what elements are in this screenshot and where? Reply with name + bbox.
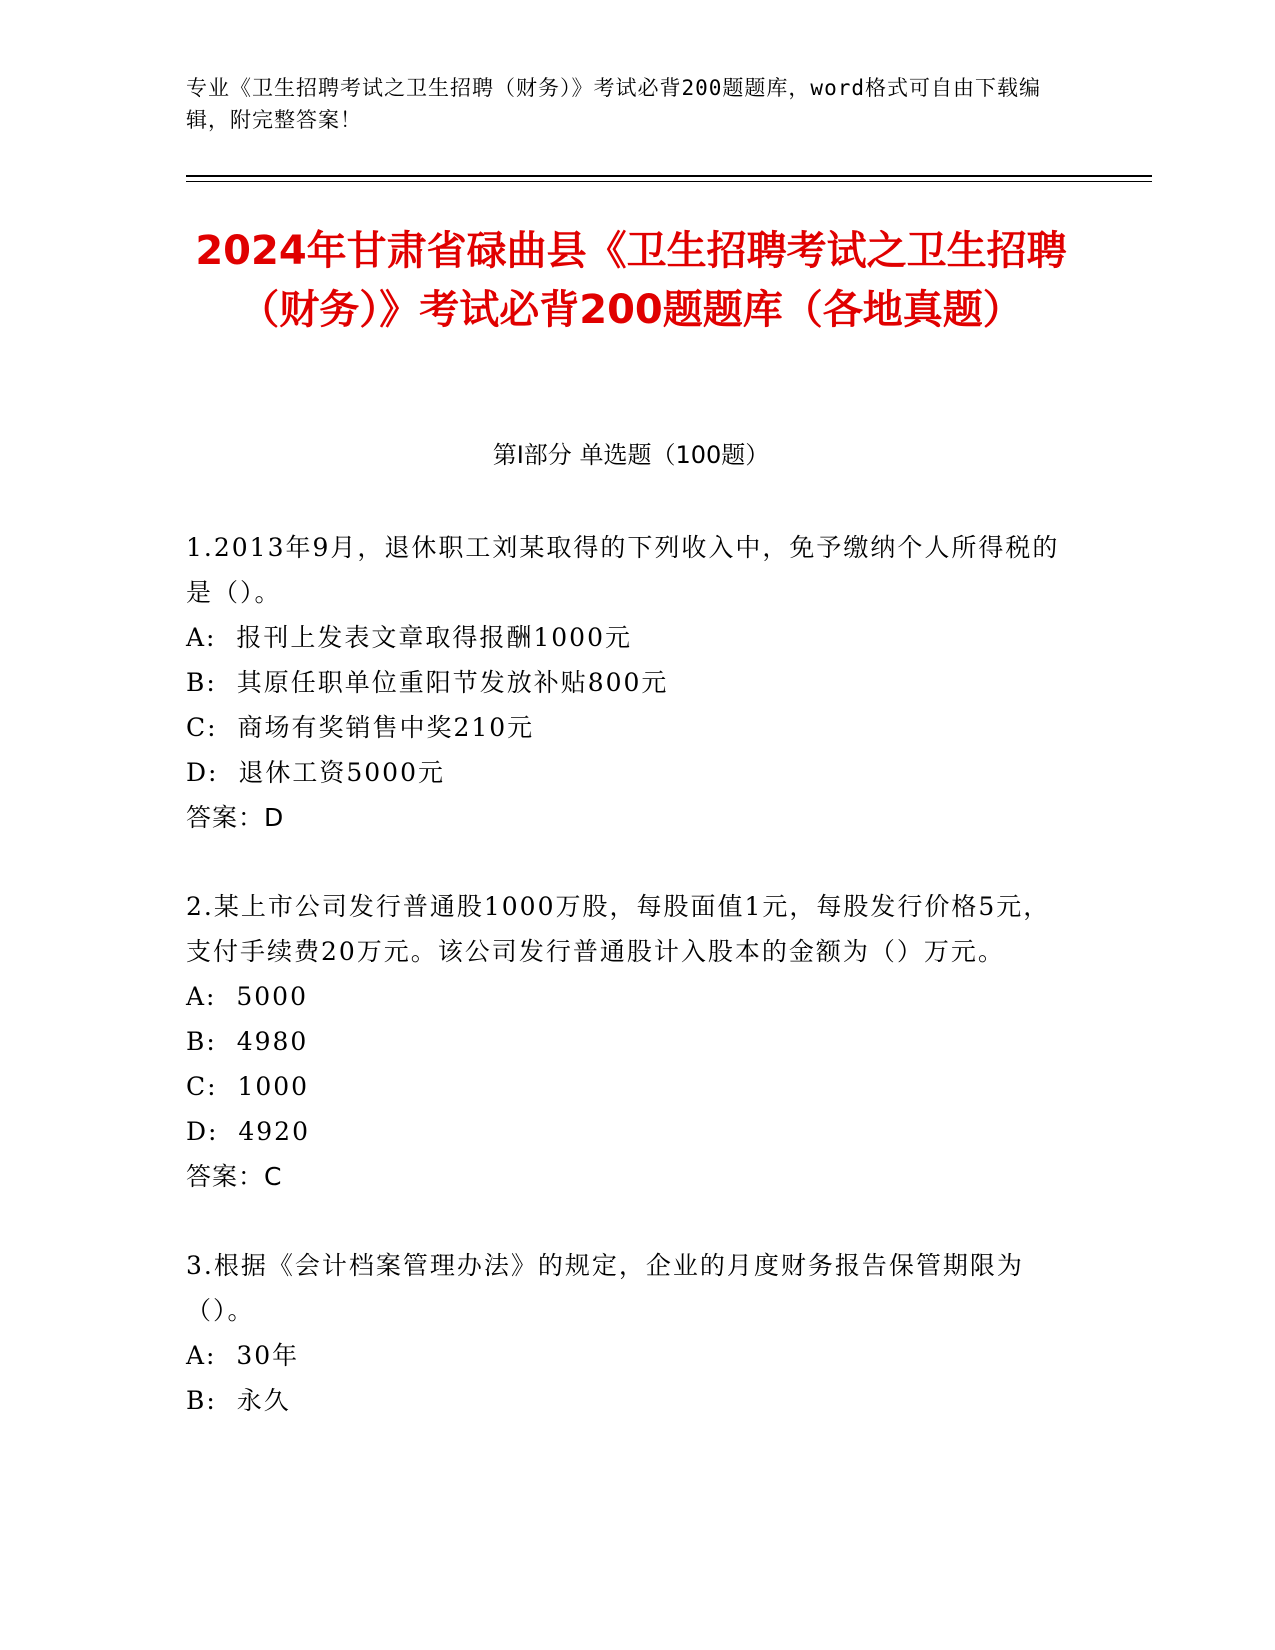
option-b: B: 其原任职单位重阳节发放补贴800元 xyxy=(186,668,669,697)
option-a: A: 报刊上发表文章取得报酬1000元 xyxy=(186,623,632,652)
question-list xyxy=(186,525,1066,1467)
option-c: C: 商场有奖销售中奖210元 xyxy=(186,713,535,742)
question-2 xyxy=(186,884,1066,1199)
header-divider-thick xyxy=(186,175,1152,177)
question-1 xyxy=(186,525,1066,840)
document-title: 2024年甘肃省碌曲县《卫生招聘考试之卫生招聘（财务）》考试必背200题题库（各地真题） xyxy=(195,228,1067,333)
section-title: 第Ⅰ部分 单选题（100题） xyxy=(492,441,770,469)
header-divider-thin xyxy=(186,181,1152,182)
option-a: A: 5000 xyxy=(186,982,308,1011)
option-a: A: 30年 xyxy=(186,1341,300,1370)
option-d: D: 退休工资5000元 xyxy=(186,758,445,787)
option-b: B: 永久 xyxy=(186,1386,291,1415)
header-note: 专业《卫生招聘考试之卫生招聘（财务）》考试必背200题题库，word格式可自由下载编辑，附完整答案！ xyxy=(186,76,1041,132)
option-d: D: 4920 xyxy=(186,1117,310,1146)
option-b: B: 4980 xyxy=(186,1027,309,1056)
question-stem: 3.根据《会计档案管理办法》的规定，企业的月度财务报告保管期限为（）。 xyxy=(186,1251,1024,1325)
question-3 xyxy=(186,1243,1066,1423)
answer: 答案：D xyxy=(186,803,285,832)
question-stem: 1.2013年9月，退休职工刘某取得的下列收入中，免予缴纳个人所得税的是（）。 xyxy=(186,533,1060,607)
answer: 答案：C xyxy=(186,1162,283,1191)
question-stem: 2.某上市公司发行普通股1000万股，每股面值1元，每股发行价格5元，支付手续费20万元。该公司发行普通股计入股本的金额为（）万元。 xyxy=(186,892,1051,966)
option-c: C: 1000 xyxy=(186,1072,310,1101)
